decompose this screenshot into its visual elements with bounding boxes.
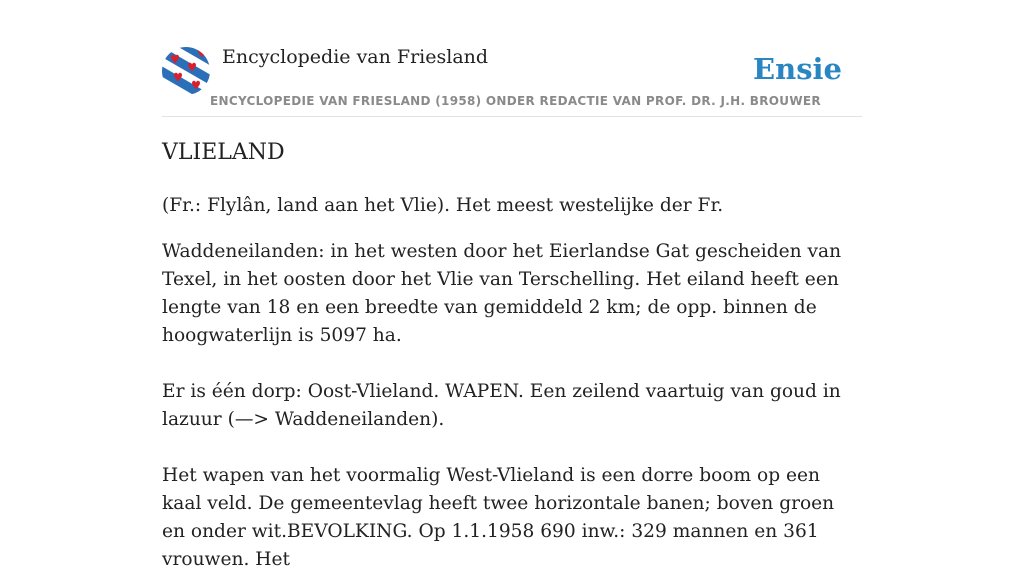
ensie-brand-link[interactable]: Ensie	[753, 52, 842, 86]
article-body	[162, 192, 862, 574]
article-paragraph: (Fr.: Flylân, land aan het Vlie). Het meest westelijke der Fr.	[162, 195, 724, 216]
article-paragraph: Het wapen van het voormalig West-Vlieland is een dorre boom op een kaal veld. De gemeentevlag heeft twee horizontale banen; boven groen en onder wit.BEVOLKING. Op 1.1.1958 690 inw.: 329 mannen en 361 vrouwen. Het	[162, 465, 835, 570]
site-header	[162, 0, 862, 117]
article-paragraph: Waddeneilanden: in het westen door het Eierlandse Gat gescheiden van Texel, in het oosten door het Vlie van Terschelling. Het eiland heeft een lengte van 18 en een breedte van gemiddeld 2 km; de opp. binnen de hoogwaterlijn is 5097 ha.	[162, 241, 842, 346]
page-container	[162, 0, 862, 570]
encyclopedia-subtitle: ENCYCLOPEDIE VAN FRIESLAND (1958) ONDER REDACTIE VAN PROF. DR. J.H. BROUWER	[210, 94, 821, 108]
frisian-flag-icon[interactable]	[162, 47, 210, 95]
article-title: VLIELAND	[162, 140, 285, 165]
article-paragraph: Er is één dorp: Oost-Vlieland. WAPEN. Een zeilend vaartuig van goud in lazuur (—> Waddeneilanden).	[162, 381, 841, 430]
site-title[interactable]: Encyclopedie van Friesland	[222, 46, 489, 68]
